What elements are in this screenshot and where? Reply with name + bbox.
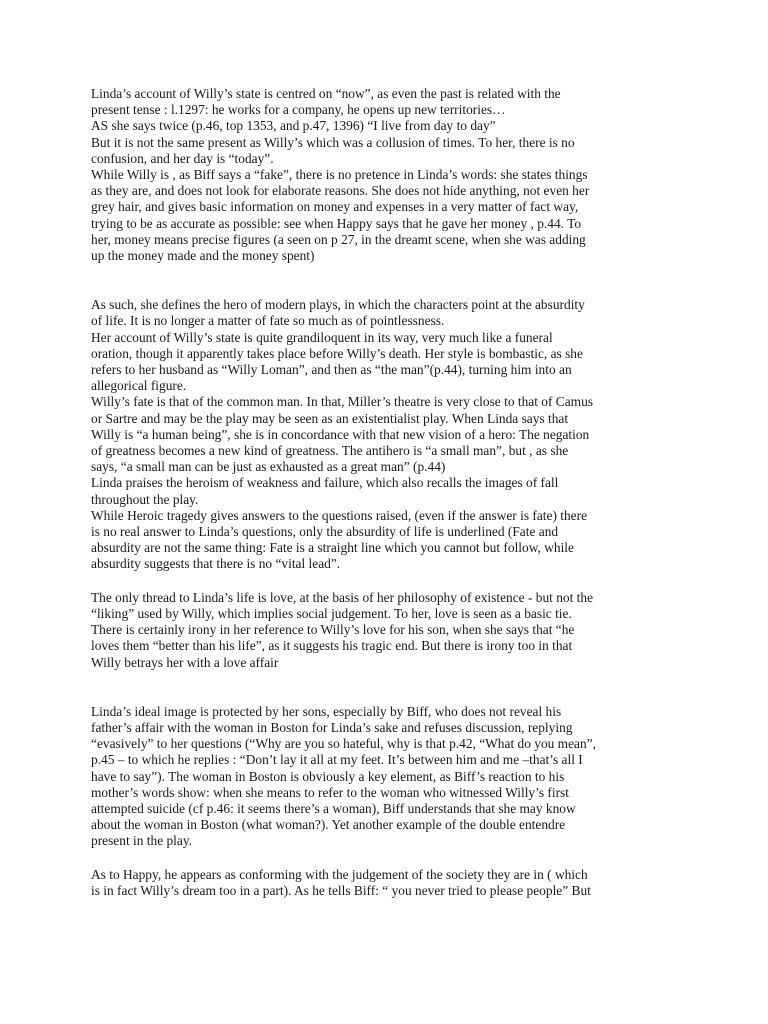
text-line: Linda praises the heroism of weakness and failure, which also recalls the images of fall [91, 475, 559, 491]
text-line: confusion, and her day is “today”. [91, 150, 274, 166]
paragraph-spacer [91, 573, 683, 590]
paragraph-spacer [91, 850, 683, 867]
text-line: absurdity are not the same thing: Fate is a straight line which you cannot but follow, while [91, 540, 574, 556]
text-line: have to say”). The woman in Boston is obviously a key element, as Biff’s reaction to his [91, 768, 565, 784]
text-line: As to Happy, he appears as conforming with the judgement of the society they are in ( which [91, 866, 588, 882]
text-line: up the money made and the money spent) [91, 248, 315, 264]
text-line: present in the play. [91, 833, 193, 849]
text-line: Willy betrays her with a love affair [91, 654, 279, 670]
text-line: While Willy is , as Biff says a “fake”, there is no pretence in Linda’s words: she states things [91, 167, 588, 183]
text-line: There is certainly irony in her reference to Willy’s love for his son, when she says that “he [91, 622, 575, 638]
paragraph-love [91, 590, 683, 671]
text-line: oration, though it apparently takes place before Willy’s death. Her style is bombastic, as she [91, 345, 583, 361]
text-line: “evasively” to her questions (“Why are you so hateful, why is that p.42, “What do you mean”, [91, 736, 596, 752]
text-line: Linda’s account of Willy’s state is centred on “now”, as even the past is related with the [91, 86, 561, 101]
text-line: Willy’s fate is that of the common man. In that, Miller’s theatre is very close to that of Camus [91, 394, 593, 410]
paragraph-spacer [91, 671, 683, 704]
text-line: mother’s words show: when she means to refer to the woman who witnessed Willy’s first [91, 784, 569, 800]
text-line: as they are, and does not look for elaborate reasons. She does not hide anything, not even her [91, 183, 590, 199]
text-line: p.45 – to which he replies : “Don’t lay it all at my feet. It’s between him and me –that’s all I [91, 752, 583, 768]
text-line: says, “a small man can be just as exhausted as a great man” (p.44) [91, 459, 446, 475]
text-line: But it is not the same present as Willy’s which was a collusion of times. To her, there is no [91, 134, 575, 150]
paragraph-spacer [91, 264, 683, 297]
text-line: is no real answer to Linda’s questions, only the absurdity of life is underlined (Fate and [91, 524, 559, 540]
text-line: loves them “better than his life”, as it suggests his tragic end. But there is irony too in that [91, 638, 573, 654]
text-line: grey hair, and gives basic information on money and expenses in a very matter of fact way, [91, 199, 579, 215]
text-line: refers to her husband as “Willy Loman”, and then as “the man”(p.44), turning him into an [91, 362, 572, 378]
text-line: father’s affair with the woman in Boston for Linda’s sake and refuses discussion, replying [91, 719, 573, 735]
text-line: of greatness becomes a new kind of greatness. The antihero is “a small man”, but , as she [91, 443, 569, 459]
paragraph-linda-present [91, 86, 683, 264]
text-line: Her account of Willy’s state is quite grandiloquent in its way, very much like a funeral [91, 329, 553, 345]
text-line: absurdity suggests that there is no “vital lead”. [91, 556, 341, 572]
text-line: trying to be as accurate as possible: see when Happy says that he gave her money , p.44. To [91, 215, 582, 231]
text-line: While Heroic tragedy gives answers to the questions raised, (even if the answer is fate) there [91, 507, 588, 523]
text-line: AS she says twice (p.46, top 1353, and p.47, 1396) “I live from day to day” [91, 118, 496, 134]
text-line: As such, she defines the hero of modern plays, in which the characters point at the absurdity [91, 297, 585, 313]
paragraph-sons [91, 704, 683, 850]
text-line: or Sartre and may be the play may be seen as an existentialist play. When Linda says that [91, 410, 569, 426]
text-line: throughout the play. [91, 491, 199, 507]
document-body [91, 86, 683, 899]
text-line: The only thread to Linda’s life is love, at the basis of her philosophy of existence - but not the [91, 589, 594, 605]
text-line: of life. It is no longer a matter of fate so much as of pointlessness. [91, 313, 445, 329]
text-line: is in fact Willy’s dream too in a part). As he tells Biff: “ you never tried to please people” But [91, 882, 591, 898]
text-line: Linda’s ideal image is protected by her sons, especially by Biff, who does not reveal his [91, 703, 562, 719]
text-line: Willy is “a human being”, she is in concordance with that new vision of a hero: The negation [91, 426, 590, 442]
text-line: present tense : l.1297: he works for a company, he opens up new territories… [91, 102, 506, 118]
text-line: attempted suicide (cf p.46: it seems there’s a woman), Biff understands that she may know [91, 800, 576, 816]
paragraph-happy [91, 867, 683, 899]
text-line: allegorical figure. [91, 378, 187, 394]
text-line: about the woman in Boston (what woman?). Yet another example of the double entendre [91, 817, 566, 833]
text-line: her, money means precise figures (a seen on p 27, in the dreamt scene, when she was adding [91, 231, 586, 247]
text-line: “liking” used by Willy, which implies social judgement. To her, love is seen as a basic tie. [91, 605, 572, 621]
paragraph-modern-hero [91, 297, 683, 572]
